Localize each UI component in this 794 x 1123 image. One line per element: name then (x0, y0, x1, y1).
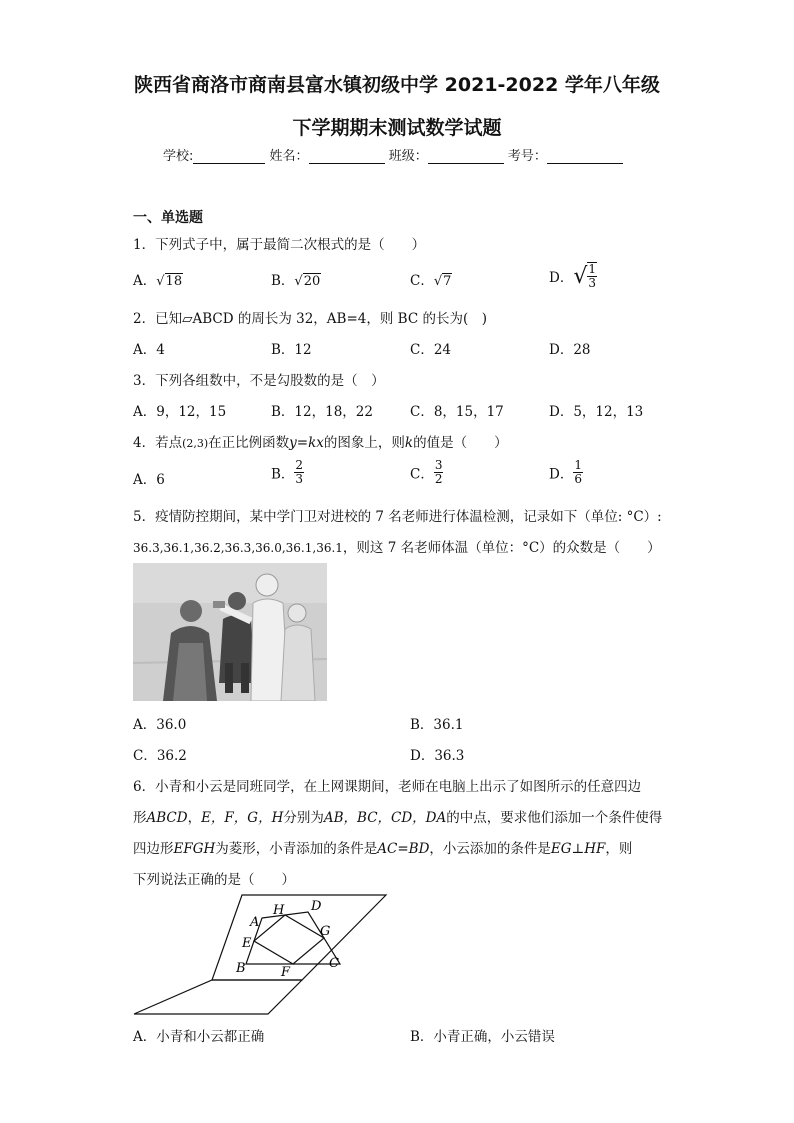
school-label: 学校: (163, 149, 194, 164)
question-1-option-d: D．√ $\frac{1}{3}$ (549, 262, 596, 290)
exam-title-line1: 陕西省商洛市商南县富水镇初级中学 2021-2022 学年八年级 (134, 74, 660, 96)
question-2-stem: 2．已知▱ABCD 的周长为 32，AB=4，则 BC 的长为( ) (133, 311, 487, 327)
question-4-option-a: A．6 (133, 472, 165, 488)
question-3-option-d: D．5，12，13 (549, 404, 644, 420)
exam-title-line2: 下学期期末测试数学试题 (292, 117, 502, 139)
question-4-option-c: C． $\frac{3}{2}$ (410, 458, 443, 486)
question-4-stem: 4．若点(2,3)在正比例函数y=kx的图象上，则k的值是（ ） (133, 435, 508, 451)
question-6-stem-line3: 四边形EFGH为菱形，小青添加的条件是AC=BD，小云添加的条件是EG⊥HF，则 (133, 841, 633, 857)
question-4-option-b: B． $\frac{2}{3}$ (271, 458, 304, 486)
class-blank (428, 149, 504, 164)
class-label: 班级： (388, 149, 428, 164)
question-1-option-a: A．√18 (133, 273, 183, 289)
number-blank (547, 149, 623, 164)
question-6-stem-line4: 下列说法正确的是（ ） (133, 872, 295, 888)
question-2-option-d: D．28 (549, 342, 591, 358)
question-2-option-b: B．12 (271, 342, 312, 358)
sqrt-symbol: √ (573, 263, 588, 289)
question-5-option-c: C．36.2 (133, 748, 187, 764)
question-1-option-b: B．√20 (271, 273, 321, 289)
question-1-option-c: C．√7 (410, 273, 452, 289)
label-f: F (281, 965, 291, 980)
question-3-option-a: A．9，12，15 (133, 404, 227, 420)
photo-illustration (133, 563, 327, 701)
sqrt-symbol: √7 (433, 274, 452, 289)
name-blank (309, 149, 385, 164)
school-blank (193, 149, 265, 164)
question-1-stem: 1．下列式子中，属于最简二次根式的是（ ） (133, 237, 426, 253)
question-5-stem-line1: 5．疫情防控期间，某中学门卫对进校的 7 名老师进行体温检测，记录如下（单位: °C）: (133, 509, 662, 525)
label-d: D (311, 899, 322, 914)
label-h: H (273, 903, 285, 918)
question-3-stem: 3．下列各组数中，不是勾股数的是（ ） (133, 373, 385, 389)
question-6-stem-line2: 形ABCD，E，F，G，H分别为AB，BC，CD，DA的中点，要求他们添加一个条件使得 (133, 810, 663, 826)
question-3-option-b: B．12，18，22 (271, 404, 373, 420)
question-6-option-b: B．小青正确，小云错误 (410, 1029, 555, 1045)
question-5-option-a: A．36.0 (133, 717, 187, 733)
question-5-option-d: D．36.3 (410, 748, 465, 764)
question-3-option-c: C．8，15，17 (410, 404, 504, 420)
quadrilateral-figure (130, 890, 392, 1015)
question-6-stem-line1: 6．小青和小云是同班同学，在上网课期间，老师在电脑上出示了如图所示的任意四边 (133, 779, 642, 795)
keyboard-outline (134, 980, 302, 1014)
question-4-option-d: D． $\frac{1}{6}$ (549, 458, 582, 486)
question-2-option-a: A．4 (133, 342, 165, 358)
label-e: E (242, 936, 252, 951)
sqrt-symbol: √18 (156, 274, 183, 289)
label-c: C (329, 956, 339, 971)
student-info-line (163, 145, 623, 164)
question-5-option-b: B．36.1 (410, 717, 464, 733)
label-a: A (250, 915, 260, 930)
question-2-option-c: C．24 (410, 342, 452, 358)
label-g: G (320, 924, 331, 939)
question-5-stem-line2: 36.3,36.1,36.2,36.3,36.0,36.1,36.1，则这 7 名老师体温（单位：°C）的众数是（ ） (133, 540, 661, 556)
sqrt-symbol: √20 (294, 274, 321, 289)
name-label: 姓名： (269, 149, 309, 164)
quadrilateral-efgh (254, 915, 324, 964)
label-b: B (236, 961, 246, 976)
question-6-option-a: A．小青和小云都正确 (133, 1029, 265, 1045)
number-label: 考号： (507, 149, 547, 164)
temperature-check-photo (133, 563, 327, 701)
section-heading: 一、单选题 (133, 210, 203, 226)
